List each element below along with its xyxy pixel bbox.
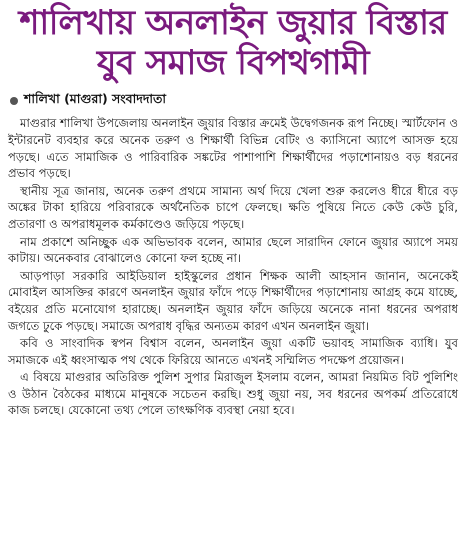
paragraph-2: স্থানীয় সূত্র জানায়, অনেক তরুণ প্রথমে সামান্য অর্থ দিয়ে খেলা শুরু করলেও ধীরে ধীরে বড় অঙ্কের টাকা হারিয়ে পরিবারকে অর্থনৈতিক চাপে ফেলছে। ক্ষতি পুষিয়ে নিতে কেউ কেউ চুরি, প্রতারণা ও অপরাধমূলক কর্মকাণ্ডেও জড়িয়ে পড়ছে। [8, 183, 458, 231]
paragraph-6: এ বিষয়ে মাগুরার অতিরিক্ত পুলিশ সুপার মিরাজুল ইসলাম বলেন, আমরা নিয়মিত বিট পুলিশিং ও উঠান বৈঠকের মাধ্যমে মানুষকে সচেতন করছি। শুধু জুয়া নয়, সব ধরনের অপকর্ম প্রতিরোধে কাজ চলছে। যেকোনো তথ্য পেলে তাৎক্ষণিক ব্যবস্থা নেয়া হবে। [8, 370, 458, 418]
paragraph-3: নাম প্রকাশে অনিচ্ছুক এক অভিভাবক বলেন, আমার ছেলে সারাদিন ফোনে জুয়ার অ্যাপে সময় কাটায়। অনেকবার বোঝালেও কোনো ফল হচ্ছে না। [8, 234, 458, 266]
headline-line-2: যুব সমাজ বিপথগামী [96, 42, 370, 83]
byline-text: শালিখা (মাগুরা) সংবাদদাতা [24, 91, 167, 107]
paragraph-5: কবি ও সাংবাদিক স্বপন বিশ্বাস বলেন, অনলাইন জুয়া একটি ভয়াবহ সামাজিক ব্যাধি। যুব সমাজকে এই ধ্বংসাত্মক পথ থেকে ফিরিয়ে আনতে এখনই সম্মিলিত পদক্ষেপ প্রয়োজন। [8, 336, 458, 367]
byline [10, 91, 458, 111]
bullet-icon [10, 97, 18, 105]
paragraph-4: আড়পাড়া সরকারি আইডিয়াল হাইস্কুলের প্রধান শিক্ষক আলী আহসান জানান, অনেকেই মোবাইল আসক্তির কারণে অনলাইন জুয়ার ফাঁদে পড়ে শিক্ষার্থীদের পড়াশোনায় আগ্রহ কমে যাচ্ছে, বইয়ের প্রতি মনোযোগ হারাচ্ছে। অনলাইন জুয়ার ফাঁদে জড়িয়ে অনেকে নানা ধরনের অপরাধ জগতে ঢুকে পড়ছে। সমাজে অপরাধ বৃদ্ধির অন্যতম কারণ এখন অনলাইন জুয়া। [8, 268, 458, 333]
headline-line-1: শালিখায় অনলাইন জুয়ার বিস্তার [19, 3, 447, 43]
paragraph-1: মাগুরার শালিখা উপজেলায় অনলাইন জুয়ার বিস্তার ক্রমেই উদ্বেগজনক রূপ নিচ্ছে। স্মার্টফোন ও ইন্টারনেট ব্যবহার করে অনেক তরুণ ও শিক্ষার্থী বিভিন্ন বেটিং ও ক্যাসিনো অ্যাপে আসক্ত হয়ে পড়ছে। এতে সামাজিক ও পারিবারিক সঙ্কটের পাশাপাশি শিক্ষার্থীদের পড়াশোনায়ও বড় ধরনের প্রভাব পড়ছে। [8, 116, 458, 181]
article-body [8, 115, 458, 419]
